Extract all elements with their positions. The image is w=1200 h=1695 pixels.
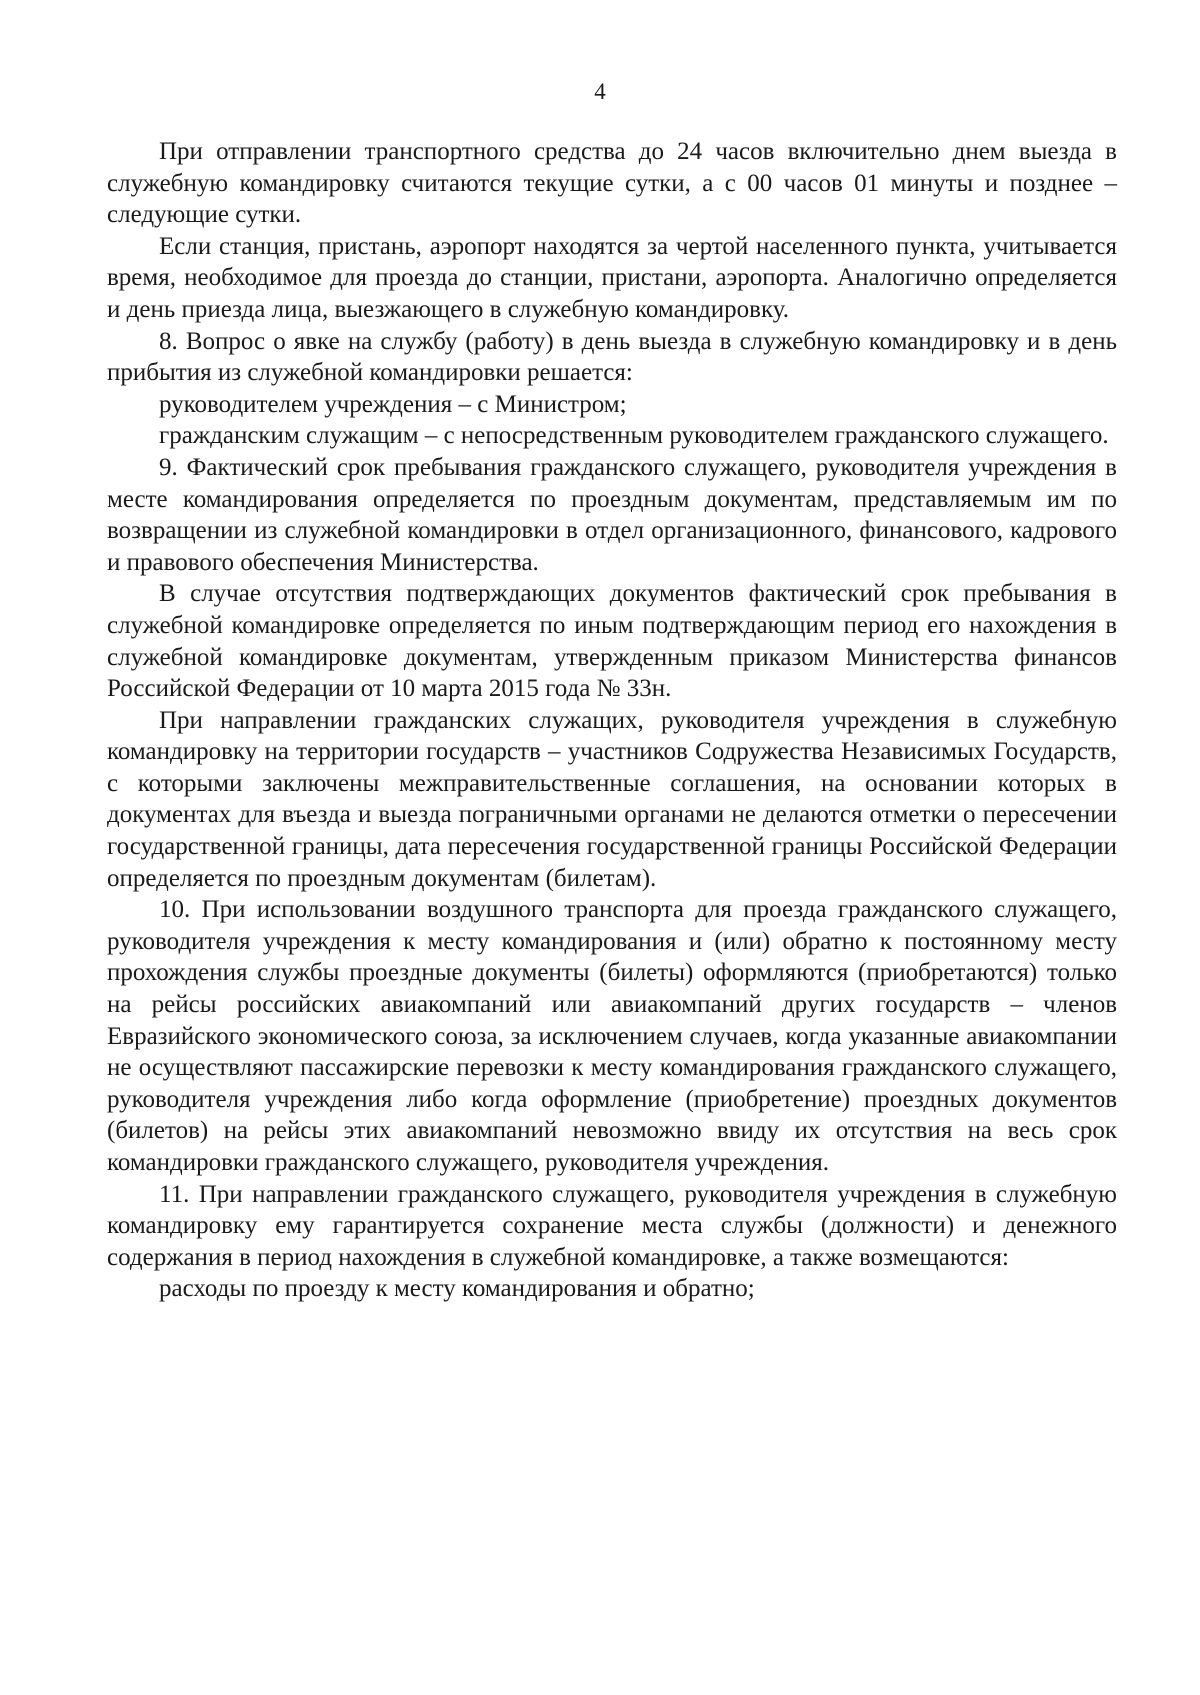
- paragraph-clause-9-cis: При направлении гражданских служащих, руководителя учреждения в служебную командировку на территории государств – участников Содружества Независимых Государств, с которыми заключены межправительственные соглашения, на основании которых в документах для въезда и выезда пограничными органами не делаются отметки о пересечении государственной границы, дата пересечения государственной границы Российской Федерации определяется по проездным документам (билетам).: [107, 706, 1117, 892]
- paragraph-departure-time: При отправлении транспортного средства до 24 часов включительно днем выезда в служебную командировку считаются текущие сутки, а с 00 часов 01 минуты и позднее – следующие сутки.: [107, 138, 1117, 229]
- paragraph-clause-9: 9. Фактический срок пребывания гражданского служащего, руководителя учреждения в месте командирования определяется по проездным документам, представляемым им по возвращении из служебной командировки в отдел организационного, финансового, кадрового и правового обеспечения Министерства.: [107, 453, 1117, 576]
- paragraph-clause-8-head: руководителем учреждения – с Министром;: [159, 390, 627, 418]
- paragraph-clause-10: 10. При использовании воздушного транспорта для проезда гражданского служащего, руководителя учреждения к месту командирования и (или) обратно к постоянному месту прохождения службы проездные документы (билеты) оформляются (приобретаются) только на рейсы российских авиакомпаний или авиакомпаний других государств – членов Евразийского экономического союза, за исключением случаев, когда указанные авиакомпании не осуществляют пассажирские перевозки к месту командирования гражданского служащего, руководителя учреждения либо когда оформление (приобретение) проездных документов (билетов) на рейсы этих авиакомпаний невозможно ввиду их отсутствия на весь срок командировки гражданского служащего, руководителя учреждения.: [107, 896, 1117, 1176]
- paragraph-station-outside-city: Если станция, пристань, аэропорт находятся за чертой населенного пункта, учитывается время, необходимое для проезда до станции, пристани, аэропорта. Аналогично определяется и день приезда лица, выезжающего в служебную командировку.: [107, 232, 1117, 323]
- paragraph-clause-8-servant: гражданским служащим – с непосредственным руководителем гражданского служащего.: [159, 422, 1109, 450]
- paragraph-clause-11: 11. При направлении гражданского служащего, руководителя учреждения в служебную командировку ему гарантируется сохранение места службы (должности) и денежного содержания в период нахождения в служебной командировке, а также возмещаются:: [107, 1180, 1117, 1271]
- paragraph-clause-9-no-documents: В случае отсутствия подтверждающих документов фактический срок пребывания в служебной командировке определяется по иным подтверждающим период его нахождения в служебной командировке документам, утвержденным приказом Министерства финансов Российской Федерации от 10 марта 2015 года № 33н.: [107, 580, 1117, 703]
- paragraph-clause-8: 8. Вопрос о явке на службу (работу) в день выезда в служебную командировку и в день прибытия из служебной командировки решается:: [107, 327, 1117, 387]
- document-body: [107, 136, 1117, 1305]
- page-number: 4: [594, 79, 606, 104]
- paragraph-clause-11-travel-expenses: расходы по проезду к месту командирования и обратно;: [159, 1275, 755, 1303]
